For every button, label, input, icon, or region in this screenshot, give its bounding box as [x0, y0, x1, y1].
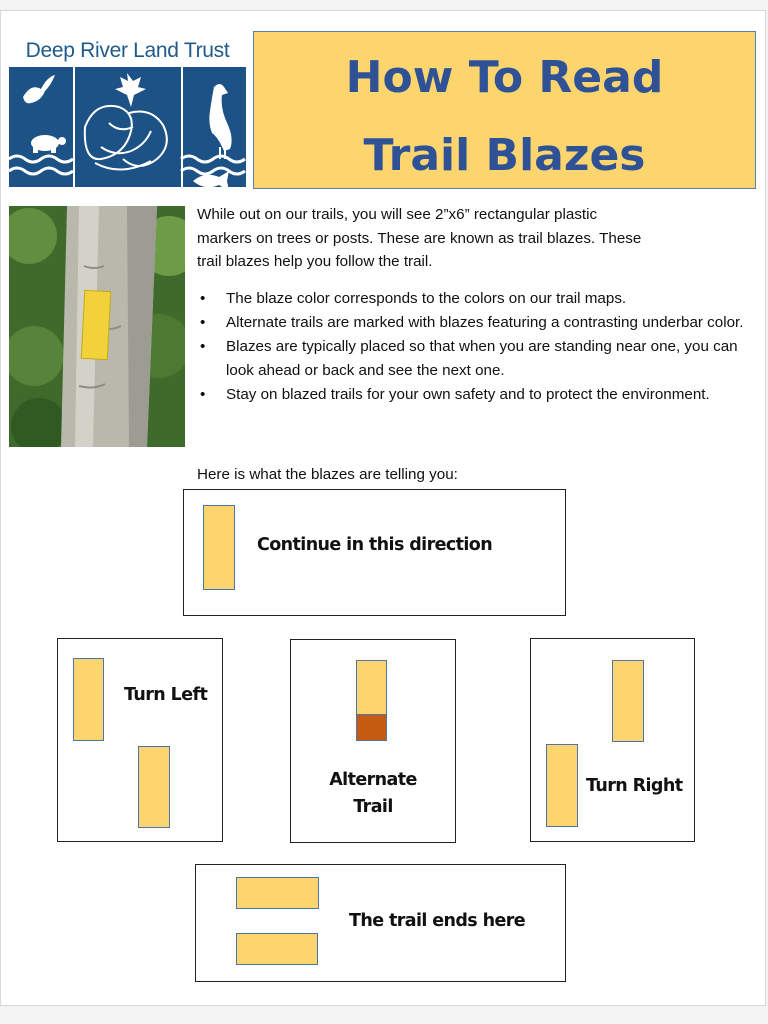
tree-blaze-photo: [9, 206, 185, 447]
blazes-intro-text: Here is what the blazes are telling you:: [197, 466, 458, 483]
turtle-icon: [31, 135, 66, 153]
blaze-marker: [203, 505, 235, 590]
list-item: • Stay on blazed trails for your own safety and to protect the environment.: [197, 383, 745, 407]
blaze-marker: [546, 744, 578, 827]
logo-divider: [73, 67, 75, 187]
blaze-marker: [356, 660, 387, 715]
logo-artwork: [9, 67, 246, 187]
turn-left-blaze-box: [57, 638, 223, 842]
trail-ends-blaze-box: [195, 864, 566, 982]
document-page: [0, 10, 766, 1006]
alternate-label-line-2: Trail: [353, 797, 393, 817]
blaze-marker: [73, 658, 104, 741]
intro-line: markers on trees or posts. These are known as trail blazes. These: [197, 229, 642, 247]
turn-right-blaze-box: [530, 638, 695, 842]
continue-label: Continue in this direction: [257, 535, 493, 555]
logo-emblem: [9, 67, 246, 187]
heron-icon: [209, 84, 231, 159]
bird-icon: [23, 75, 55, 103]
page-title-line-2: Trail Blazes: [363, 130, 646, 181]
turn-right-label: Turn Right: [586, 776, 683, 796]
turn-left-label: Turn Left: [124, 685, 208, 705]
leaf-icon: [115, 73, 146, 107]
intro-paragraph: [197, 203, 745, 274]
tree-with-blaze-photo: [9, 206, 185, 447]
page-title-line-1: How To Read: [345, 52, 664, 103]
alternate-label-line-1: Alternate: [329, 770, 417, 790]
blaze-marker: [236, 877, 319, 909]
photo-blaze-marker: [81, 290, 111, 359]
intro-line: While out on our trails, you will see 2”x6” rectangular plastic: [197, 206, 598, 223]
blaze-marker: [612, 660, 644, 742]
deep-river-land-trust-logo: [9, 33, 246, 189]
trail-ends-label: The trail ends here: [349, 911, 526, 931]
list-item: • Blazes are typically placed so that when you are standing near one, you can look ahead or back and see the next one.: [197, 335, 745, 383]
alternate-trail-blaze-box: [290, 639, 456, 843]
blaze-tips-list: [197, 287, 745, 407]
blaze-marker: [236, 933, 318, 965]
waves-icon: [9, 156, 245, 174]
blaze-marker: [138, 746, 170, 828]
hands-icon: [85, 106, 167, 170]
logo-divider: [181, 67, 183, 187]
intro-line: trail blazes help you follow the trail.: [197, 253, 433, 270]
title-banner: [253, 31, 756, 189]
list-item: • Alternate trails are marked with blazes featuring a contrasting underbar color.: [197, 311, 745, 335]
list-item: • The blaze color corresponds to the colors on our trail maps.: [197, 287, 745, 311]
logo-text: Deep River Land Trust: [25, 39, 230, 62]
continue-blaze-box: [183, 489, 566, 616]
underbar-marker: [356, 714, 387, 741]
